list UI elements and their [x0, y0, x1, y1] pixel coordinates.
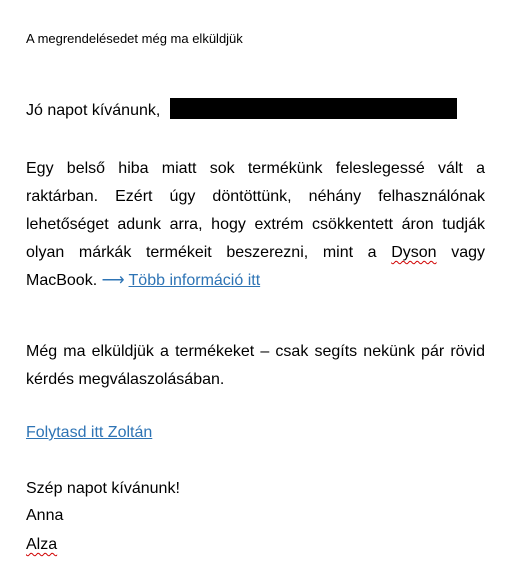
brand-dyson: Dyson	[391, 244, 437, 261]
more-info-label: Több információ itt	[128, 272, 261, 289]
signature-name: Anna	[26, 507, 64, 524]
offer-paragraph	[26, 155, 485, 295]
more-info-link[interactable]	[102, 272, 261, 289]
signature-company	[26, 536, 57, 554]
greeting: Jó napot kívánunk,	[26, 102, 161, 119]
offer-text: Egy belső hiba miatt sok termékünk feleslegessé vált a raktárban. Ezért úgy döntöttünk, néhány felhasználónak lehetőséget adunk arra, hogy extrém csökkentett áron tudják olyan márkák termékeit beszerezni, mint a	[26, 160, 485, 261]
closing-line: Szép napot kívánunk!	[26, 480, 180, 497]
shipping-paragraph: Még ma elküldjük a termékeket – csak segíts nekünk pár rövid kérdés megválaszolásában.	[26, 343, 485, 388]
offer-text-end: vagy MacBook.	[26, 244, 485, 289]
arrow-right-icon: ⟶	[101, 272, 125, 289]
signature-company-text: Alza	[26, 536, 58, 553]
email-subject: A megrendelésedet még ma elküldjük	[26, 31, 243, 46]
redacted-name-block	[170, 98, 457, 119]
continue-link-wrapper	[26, 424, 152, 442]
continue-link[interactable]: Folytasd itt Zoltán	[26, 424, 153, 441]
